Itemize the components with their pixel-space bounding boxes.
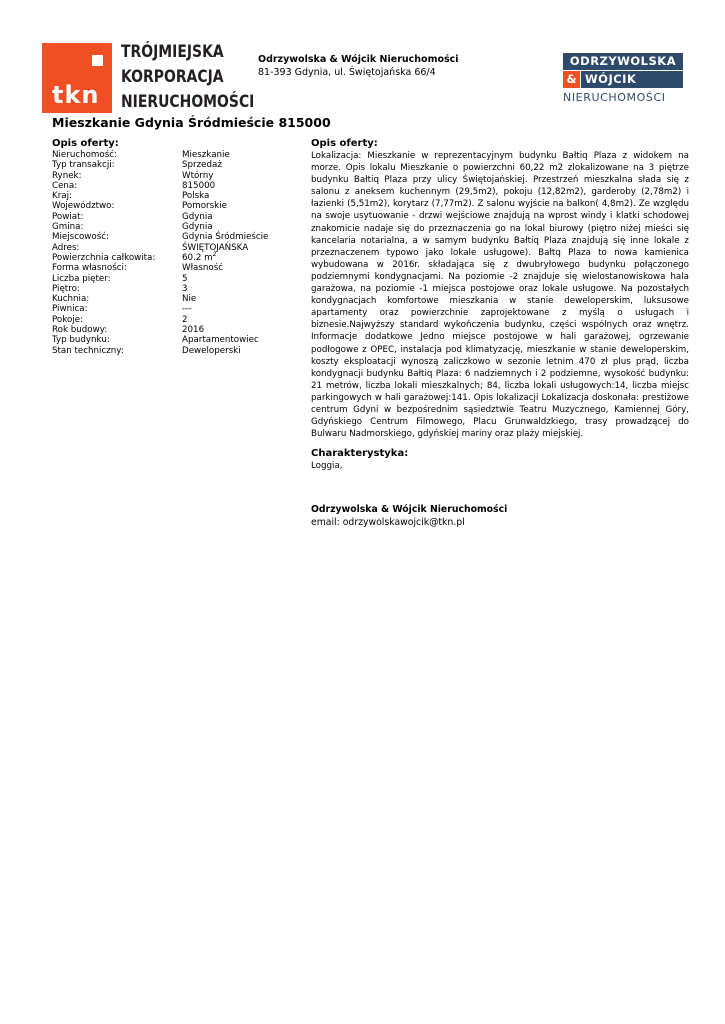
detail-row (52, 171, 268, 181)
detail-value: 3 (182, 283, 188, 294)
detail-row (52, 335, 268, 345)
agency-address: 81-393 Gdynia, ul. Świętojańska 66/4 (258, 67, 436, 78)
tkn-logo-text: tkn (52, 81, 100, 109)
detail-value: Nie (182, 294, 197, 305)
ow-logo-row2 (563, 71, 683, 88)
detail-row (52, 263, 268, 273)
detail-row (52, 150, 268, 160)
detail-value: Polska (182, 191, 210, 202)
detail-value: Deweloperski (182, 345, 241, 356)
detail-value: --- (182, 304, 192, 315)
detail-row (52, 315, 268, 325)
detail-value-text: 60.2 m (182, 252, 213, 263)
ow-logo-line1: ODRZYWOLSKA (563, 53, 683, 70)
detail-value: 2016 (182, 325, 205, 336)
detail-label: Adres: (52, 242, 80, 253)
details-heading: Opis oferty: (52, 138, 119, 149)
detail-label: Nieruchomość: (52, 150, 117, 160)
detail-value: Mieszkanie (182, 150, 230, 160)
detail-value: Sprzedaż (182, 160, 222, 171)
agency-name: Odrzywolska & Wójcik Nieruchomości (258, 54, 459, 65)
detail-value-superscript: 2 (212, 251, 217, 259)
tkn-logo-line: KORPORACJA (121, 67, 224, 87)
detail-value: Pomorskie (182, 201, 227, 212)
detail-value: 2 (182, 314, 188, 325)
detail-label: Typ budynku: (52, 335, 110, 346)
detail-label: Powiat: (52, 211, 84, 222)
detail-row (52, 294, 268, 304)
tkn-logo-wordmark (121, 40, 255, 115)
detail-label: Powierzchnia całkowita: (52, 252, 156, 263)
logo-square-icon (92, 55, 103, 66)
detail-row (52, 191, 268, 201)
detail-value: 5 (182, 273, 188, 284)
detail-row (52, 253, 268, 263)
tkn-logo-box (42, 43, 112, 113)
detail-label: Stan techniczny: (52, 345, 124, 356)
detail-row (52, 181, 268, 191)
tkn-logo-line: NIERUCHOMOŚCI (121, 92, 255, 112)
detail-label: Piętro: (52, 283, 80, 294)
ow-logo-amp: & (563, 71, 580, 88)
detail-value: Apartamentowiec (182, 335, 259, 346)
detail-value: Gdynia (182, 222, 213, 233)
description-heading: Opis oferty: (311, 138, 378, 149)
detail-row (52, 346, 268, 356)
detail-label: Piwnica: (52, 304, 88, 315)
detail-label: Kraj: (52, 191, 72, 202)
detail-value: Gdynia Śródmieście (182, 232, 269, 243)
ow-logo-line2: WÓJCIK (581, 71, 683, 88)
detail-row (52, 222, 268, 232)
page-title: Mieszkanie Gdynia Śródmieście 815000 (52, 115, 331, 130)
detail-label: Rynek: (52, 170, 82, 181)
detail-label: Gmina: (52, 222, 84, 233)
detail-label: Forma własności: (52, 263, 127, 274)
contact-block (311, 503, 689, 529)
contact-email: email: odrzywolskawojcik@tkn.pl (311, 517, 465, 529)
detail-label: Rok budowy: (52, 325, 108, 336)
detail-label: Pokoje: (52, 314, 83, 325)
detail-label: Kuchnia: (52, 294, 90, 305)
detail-row (52, 304, 268, 314)
property-details (52, 138, 292, 356)
description-text: Lokalizacja: Mieszkanie w reprezentacyjnym budynku Bałtiq Plaza z widokem na morze. Opis lokalu Mieszkanie o powierzchni 60,22 m2 zlokalizowane na 3 piętrze budynku Bałtiq Plaza przy ulicy Świętojańskiej. Przestrzeń mieszkalna słada się z salonu z aneksem kuchennym (29,5m2), pokoju (12,82m2), garderoby (2,78m2) i łazienki (5,51m2), korytarz (7,77m2). Z salonu wyjście na balkon( 4,8m2). Ze względu na swoje usytuowanie - drzwi wejściowe znajdują na wprost windy i klatki schodowej znakomicie nadaje się do przeznaczenia go na lokal biurowy (piętro niżej mieści się kancelaria notarialna, a w samym budynku Bałtiq Plaza znajdują się inne lokale z przeznaczenem typowo jako lokale usługowe). Bałtq Plaza to nowa kamienica wybudowana w 2016r. składająca się z dwubryłowego budynku połączonego podziemnymi kondygnacjami. Na poziomie -2 znajduje się wielostanowiskowa hala garażowa, na poziomie -1 miejsca postojowe oraz lokale usługowe. Na pozostałych kondygnacjach komfortowe mieszkania w stanie deweloperskim, luksusowe apartamenty oraz powierzchnie zaprojektowane z myślą o usługach i biznesie.Najwyższy standard wykończenia budynku, części wspólnych oraz wnętrz. Informacje dodatkowe Jedno miejsce postojowe w hali garażowej, ogrzewanie podłogowe z OPEC, instalacja pod klimatyzację, mieszkanie w stanie deweloperskim, koszty eksploatacji wynoszą zaliczkowo w sezonie letnim 470 zł plus prąd, liczba kondygnacji budynku Bałtiq Plaza: 6 nadziemnych i 2 podziemne, wysokość budynku: 21 metrów, liczba lokali mieszkalnych; 84, liczba lokali usługowych:14, liczba miejsc parkingowych w hali garażowej:141. Opis lokalizacji Lokalizacja doskonała: prestiżowe centrum Gdyni w bezpośrednim sąsiedztwie Teatru Muzycznego, Kamiennej Góry, Gdyńskiego Centrum Filmowego, Placu Grunwaldzkiego, trasy prowadzącej do Bulwaru Nadmorskiego, gdyńskiej mariny oraz plaży miejskiej. (311, 151, 689, 440)
detail-value: Wtórny (182, 170, 214, 181)
detail-row (52, 212, 268, 222)
detail-value (182, 253, 268, 263)
features-text: Loggia, (311, 461, 343, 472)
detail-row (52, 232, 268, 242)
detail-value: Własność (182, 263, 224, 274)
contact-name: Odrzywolska & Wójcik Nieruchomości (311, 504, 508, 516)
tkn-logo-line: TRÓJMIEJSKA (121, 42, 224, 62)
detail-label: Miejscowość: (52, 232, 109, 243)
detail-value: Gdynia (182, 211, 213, 222)
agency-info (258, 53, 459, 79)
detail-value: ŚWIĘTOJAŃSKA (182, 242, 249, 253)
ow-logo-line3: NIERUCHOMOŚCI (563, 91, 666, 104)
details-table (52, 150, 268, 356)
detail-label: Liczba pięter: (52, 273, 111, 284)
detail-label: Cena: (52, 180, 78, 191)
detail-row (52, 243, 268, 253)
detail-row (52, 201, 268, 211)
features-heading: Charakterystyka: (311, 448, 409, 460)
offer-description (311, 138, 689, 529)
ow-logo (563, 53, 683, 105)
detail-row (52, 284, 268, 294)
detail-label: Województwo: (52, 201, 115, 212)
detail-row (52, 325, 268, 335)
detail-label: Typ transakcji: (52, 160, 115, 171)
detail-row (52, 274, 268, 284)
detail-value: 815000 (182, 180, 216, 191)
detail-row (52, 160, 268, 170)
